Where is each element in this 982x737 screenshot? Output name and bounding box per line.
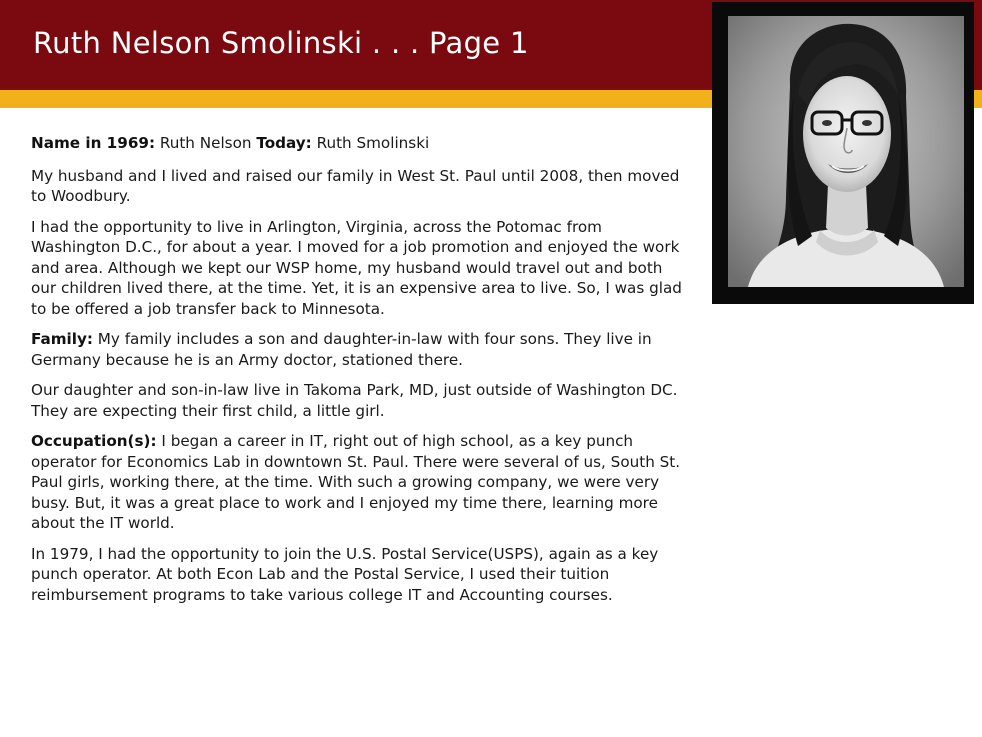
- family-label: Family:: [31, 330, 93, 348]
- postal-paragraph: In 1979, I had the opportunity to join the U.S. Postal Service(USPS), again as a key punch operator. At both Econ Lab and the Postal Service, I used their tuition reimbursement programs to take various college IT and Accounting courses.: [31, 544, 659, 604]
- family-text: My family includes a son and daughter-in-law with four sons. They live in Germany because he is an Army doctor, stationed there.: [31, 330, 652, 369]
- names-line: [31, 133, 691, 154]
- occupation-label: Occupation(s):: [31, 432, 157, 450]
- virginia-paragraph: I had the opportunity to live in Arlington, Virginia, across the Potomac from Washington D.C., for about a year. I moved for a job promotion and enjoyed the work and area. Although we kept our WSP home, my husband would travel out and both our children lived there, at the time. Yet, it is an expensive area to live. So, I was glad to be offered a job transfer back to Minnesota.: [31, 217, 682, 318]
- occupation-text: I began a career in IT, right out of high school, as a key punch operator for Economics Lab in downtown St. Paul. There were several of us, South St. Paul girls, working there, at the time. With such a growing company, we were very busy. But, it was a great place to work and I enjoyed my time there, learning more about the IT world.: [31, 432, 681, 532]
- name-1969-value: Ruth Nelson: [159, 134, 252, 152]
- bio-content: [31, 133, 691, 615]
- daughter-paragraph: Our daughter and son-in-law live in Takoma Park, MD, just outside of Washington DC. They are expecting their first child, a little girl.: [31, 381, 678, 420]
- portrait-frame: [712, 2, 974, 304]
- name-1969-label: Name in 1969:: [31, 134, 156, 152]
- residence-paragraph: My husband and I lived and raised our family in West St. Paul until 2008, then moved to Woodbury.: [31, 166, 680, 205]
- today-label: Today:: [256, 134, 312, 152]
- today-value: Ruth Smolinski: [316, 134, 430, 152]
- family-paragraph: [31, 329, 691, 370]
- occupation-paragraph: [31, 431, 691, 534]
- portrait-photo: [728, 16, 964, 287]
- page-title: Ruth Nelson Smolinski . . . Page 1: [33, 26, 529, 60]
